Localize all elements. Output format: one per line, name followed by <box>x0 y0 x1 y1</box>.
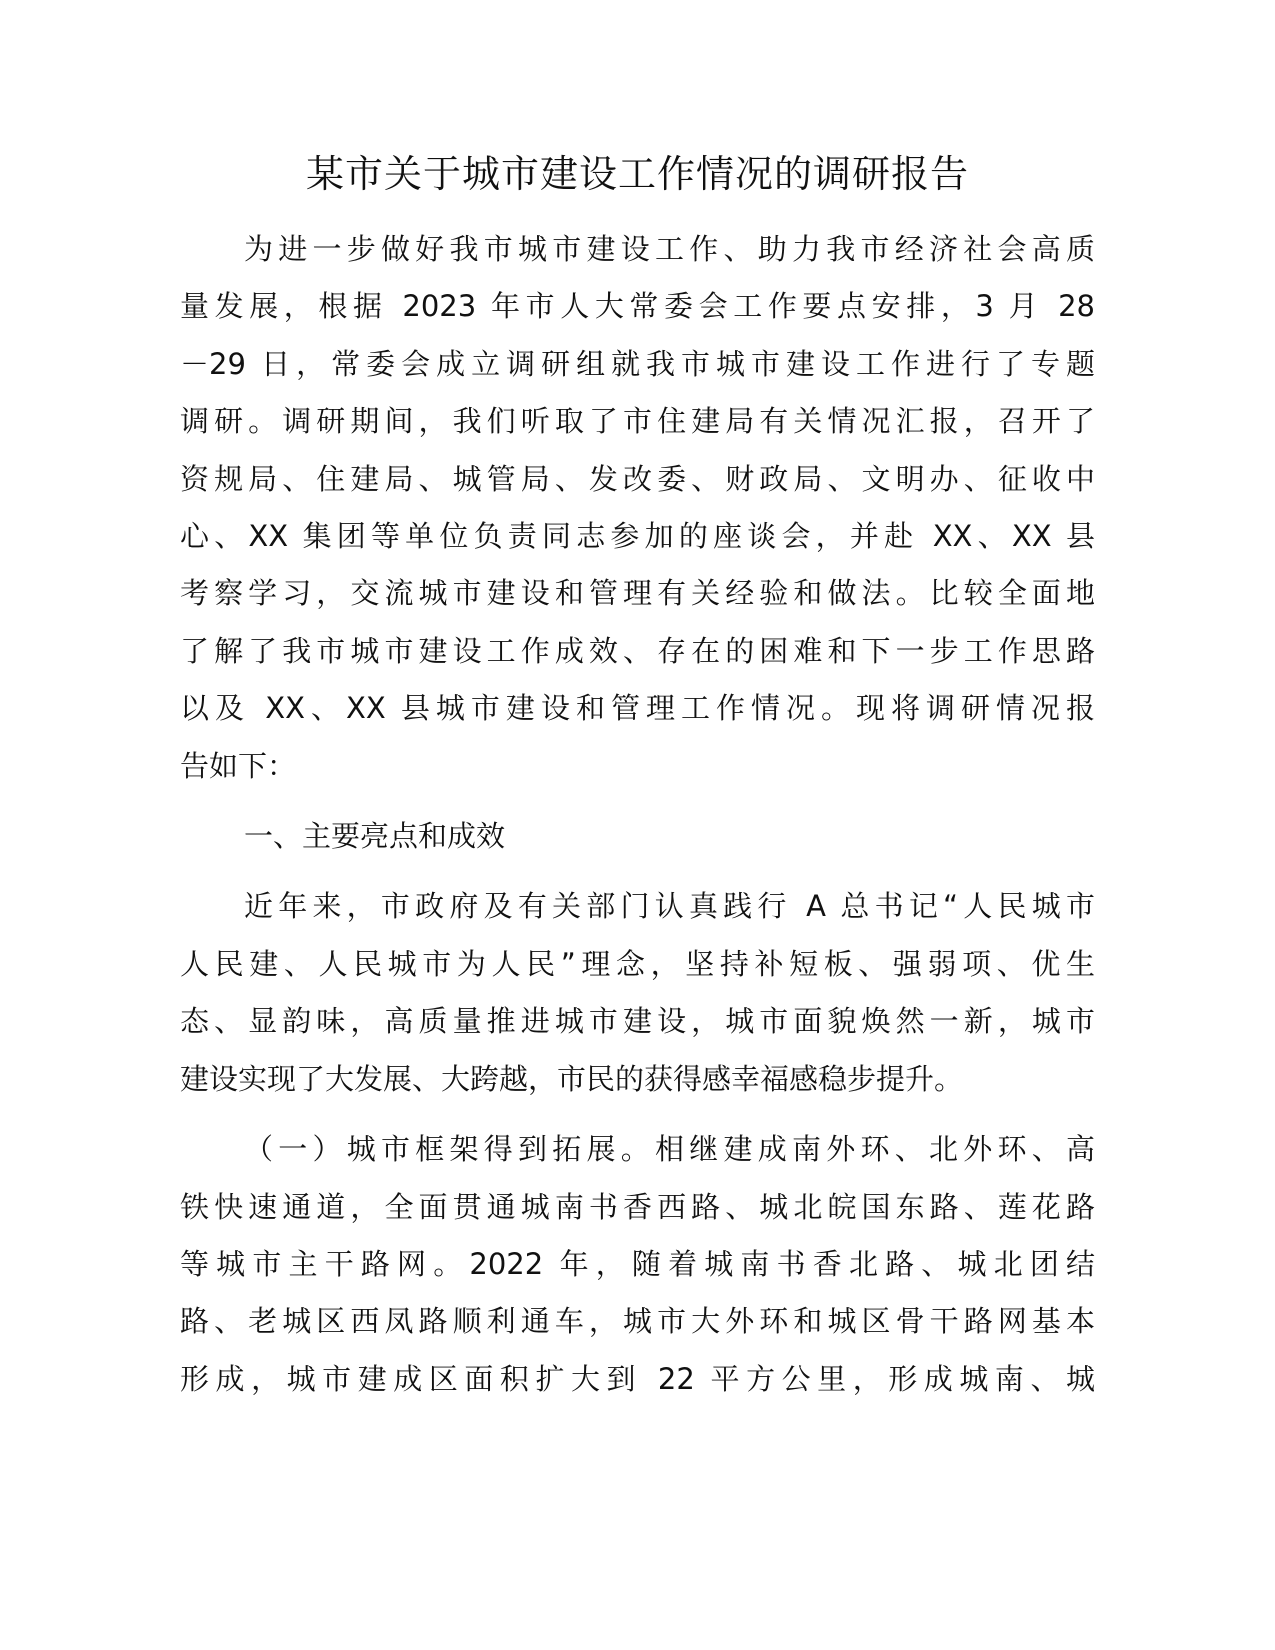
section-heading-text: 一、主要亮点和成效 <box>244 819 506 854</box>
paragraph-spacing <box>180 1108 1095 1121</box>
text-line: －29 日，常委会成立调研组就我市城市建设工作进行了专题 <box>180 346 1095 381</box>
text-line: 心、XX 集团等单位负责同志参加的座谈会，并赴 XX、XX 县 <box>180 519 1095 554</box>
text-line: 态、显韵味，高质量推进城市建设，城市面貌焕然一新，城市 <box>180 1004 1095 1039</box>
paragraph-spacing <box>180 795 1095 808</box>
document-title: 某市关于城市建设工作情况的调研报告 <box>305 152 969 196</box>
text-line: 以及 XX、XX 县城市建设和管理工作情况。现将调研情况报 <box>180 691 1095 726</box>
text-line: 了解了我市城市建设工作成效、存在的困难和下一步工作思路 <box>180 633 1095 668</box>
text-line: 人民建、人民城市为人民”理念，坚持补短板、强弱项、优生 <box>180 946 1095 981</box>
document-body <box>180 221 1095 1408</box>
intro-paragraph <box>180 221 1095 795</box>
section-heading <box>180 808 1095 865</box>
paragraph-spacing <box>180 865 1095 878</box>
text-line: 形成，城市建成区面积扩大到 22 平方公里，形成城南、城 <box>180 1361 1095 1396</box>
text-line: 调研。调研期间，我们听取了市住建局有关情况汇报，召开了 <box>180 404 1095 439</box>
text-line: 路、老城区西凤路顺利通车，城市大外环和城区骨干路网基本 <box>180 1304 1095 1339</box>
text-line: 资规局、住建局、城管局、发改委、财政局、文明办、征收中 <box>180 461 1095 496</box>
text-line: 建设实现了大发展、大跨越，市民的获得感幸福感稳步提升。 <box>180 1061 964 1096</box>
overview-paragraph <box>180 878 1095 1108</box>
text-line: 为进一步做好我市城市建设工作、助力我市经济社会高质 <box>244 232 1095 266</box>
text-line: 考察学习，交流城市建设和管理有关经验和做法。比较全面地 <box>180 576 1095 611</box>
text-line: 告如下： <box>180 748 297 783</box>
text-line: 等城市主干路网。2022 年，随着城南书香北路、城北团结 <box>180 1246 1095 1281</box>
text-line: （一）城市框架得到拓展。相继建成南外环、北外环、高 <box>244 1132 1095 1167</box>
text-line: 近年来，市政府及有关部门认真践行 A 总书记“人民城市 <box>244 889 1095 924</box>
text-line: 铁快速通道，全面贯通城南书香西路、城北皖国东路、莲花路 <box>180 1189 1095 1224</box>
text-line: 量发展，根据 2023 年市人大常委会工作要点安排，3 月 28 <box>180 289 1095 324</box>
subsection-paragraph <box>180 1121 1095 1408</box>
